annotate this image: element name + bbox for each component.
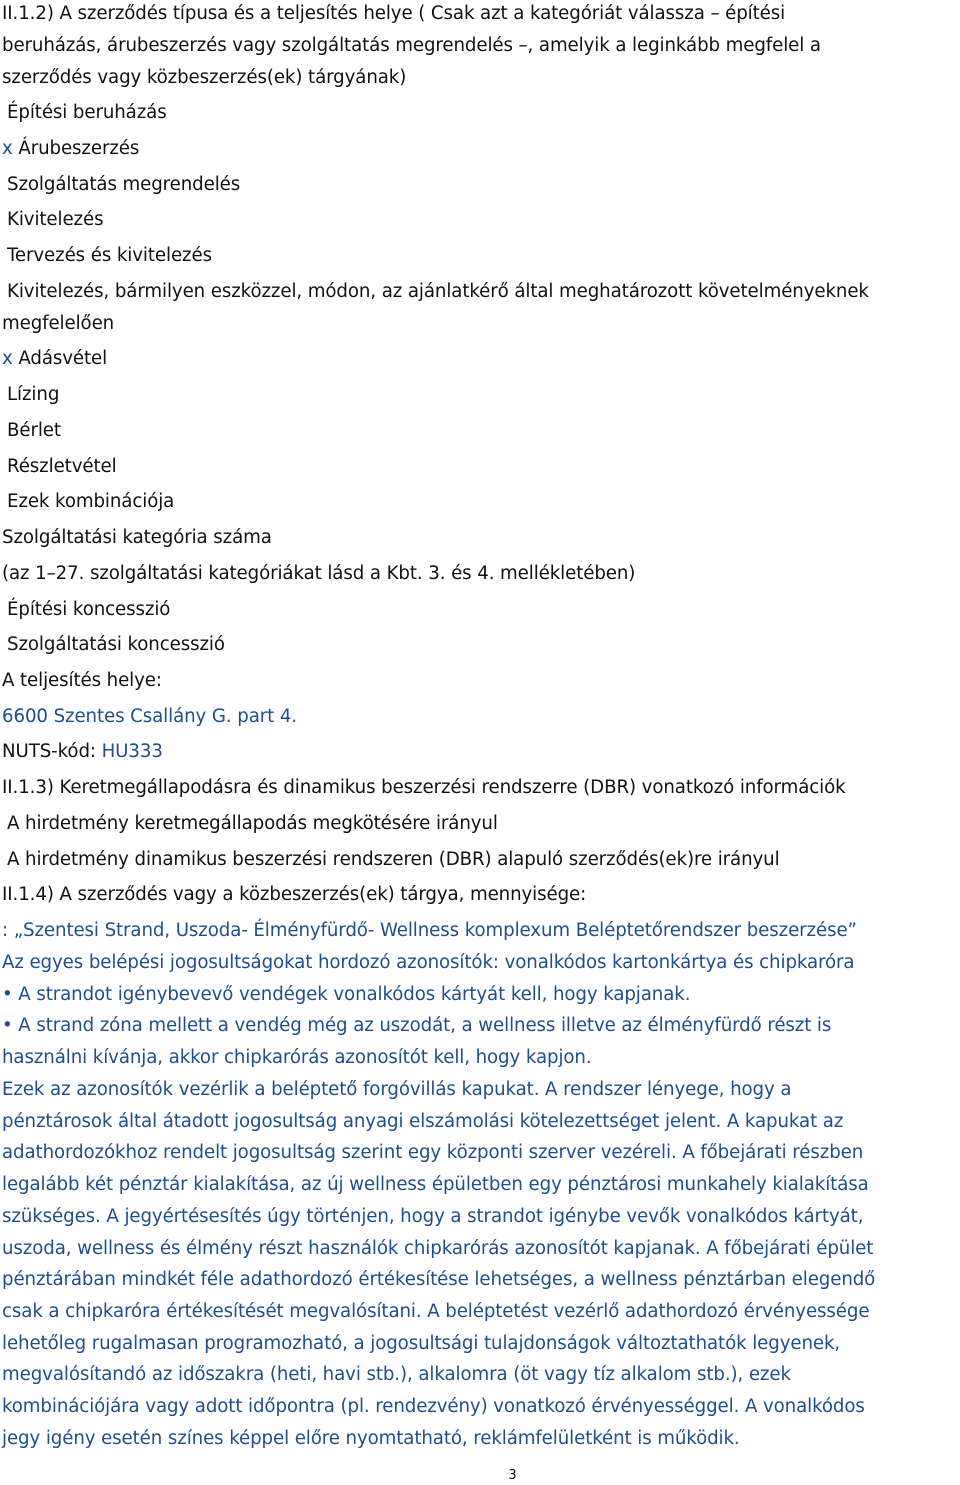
option-lizing: Lízing [7, 384, 60, 405]
body-line: uszoda, wellness és élmény részt használók chipkarórás azonosítót kapjanak. A főbejárati épület [2, 1238, 874, 1259]
place-of-performance-label: A teljesítés helye: [2, 670, 162, 691]
section-heading-ii-1-2-cont: szerződés vagy közbeszerzés(ek) tárgyának) [2, 67, 407, 88]
selected-mark: x [2, 348, 13, 369]
section-heading-ii-1-2-cont: beruházás, árubeszerzés vagy szolgáltatás megrendelés –, amelyik a leginkább megfelel a [2, 35, 821, 56]
option-label: Adásvétel [12, 348, 108, 369]
option-label: Árubeszerzés [12, 138, 140, 159]
body-line: szükséges. A jegyértésesítés úgy történjen, hogy a strandot igénybe vevők vonalkódos kártyát, [2, 1206, 864, 1227]
page-number: 3 [508, 1468, 517, 1483]
selected-mark: x [2, 138, 13, 159]
body-line: pénztárosok által átadott jogosultság anyagi elszámolási kötelezettséget jelent. A kapukat az [2, 1111, 844, 1132]
option-arubeszerzes [2, 138, 139, 160]
option-epitesi-koncesszio: Építési koncesszió [7, 599, 171, 620]
option-kombinacio: Ezek kombinációja [7, 491, 175, 512]
bullet-item: • A strandot igénybevevő vendégek vonalkódos kártyát kell, hogy kapjanak. [2, 984, 691, 1005]
option-kivitelezes-barmilyen: Kivitelezés, bármilyen eszközzel, módon, az ajánlatkérő által meghatározott követelményeknek [7, 281, 869, 302]
option-kivitelezes-barmilyen-cont: megfelelően [2, 313, 115, 334]
body-line: legalább két pénztár kialakítása, az új wellness épületben egy pénztárosi munkahely kialakítása [2, 1174, 869, 1195]
service-category-label: Szolgáltatási kategória száma [2, 527, 272, 548]
service-category-note: (az 1–27. szolgáltatási kategóriákat lásd a Kbt. 3. és 4. mellékletében) [2, 563, 636, 584]
option-adasvetel [2, 348, 107, 370]
body-line: Az egyes belépési jogosultságokat hordozó azonosítók: vonalkódos kartonkártya és chipkaróra [2, 952, 855, 973]
body-line: csak a chipkaróra értékesítését megvalósítani. A beléptetést vezérlő adathordozó érvényessége [2, 1301, 870, 1322]
nuts-code [2, 741, 163, 763]
body-line: lehetőleg rugalmasan programozható, a jogosultsági tulajdonságok változtathatók legyenek, [2, 1333, 841, 1354]
body-line: Ezek az azonosítók vezérlik a beléptető forgóvillás kapukat. A rendszer lényege, hogy a [2, 1079, 792, 1100]
nuts-value: HU333 [101, 741, 163, 762]
bullet-item: • A strand zóna mellett a vendég még az uszodát, a wellness illetve az élményfürdő részt is [2, 1015, 832, 1036]
body-line: megvalósítandó az időszakra (heti, havi stb.), alkalomra (öt vagy tíz alkalom stb.), ezek [2, 1364, 791, 1385]
option-szolgaltatasi-koncesszio: Szolgáltatási koncesszió [7, 634, 225, 655]
option-tervezes-es-kivitelezes: Tervezés és kivitelezés [7, 245, 212, 266]
option-szolgaltatas-megrendeles: Szolgáltatás megrendelés [7, 174, 241, 195]
body-line: pénztárában mindkét féle adathordozó értékesítése lehetséges, a wellness pénztárban elegendő [2, 1269, 876, 1290]
body-line: kombinációjára vagy adott időpontra (pl. rendezvény) vonatkozó érvényességgel. A vonalkódos [2, 1396, 865, 1417]
section-heading-ii-1-3: II.1.3) Keretmegállapodásra és dinamikus beszerzési rendszerre (DBR) vonatkozó információk [2, 777, 846, 798]
option-berlet: Bérlet [7, 420, 61, 441]
option-keretmegallapodas: A hirdetmény keretmegállapodás megkötésére irányul [7, 813, 498, 834]
body-line: : „Szentesi Strand, Uszoda- Élményfürdő- Wellness komplexum Beléptetőrendszer beszerzése” [2, 920, 857, 941]
option-dbr: A hirdetmény dinamikus beszerzési rendszeren (DBR) alapuló szerződés(ek)re irányul [7, 849, 780, 870]
option-reszletvetel: Részletvétel [7, 456, 117, 477]
option-kivitelezes: Kivitelezés [7, 209, 104, 230]
body-line: használni kívánja, akkor chipkarórás azonosítót kell, hogy kapjon. [2, 1047, 592, 1068]
section-heading-ii-1-2: II.1.2) A szerződés típusa és a teljesítés helye ( Csak azt a kategóriát válassza – építési [2, 3, 786, 24]
section-heading-ii-1-4: II.1.4) A szerződés vagy a közbeszerzés(ek) tárgya, mennyisége: [2, 884, 587, 905]
nuts-label: NUTS-kód: [2, 741, 102, 762]
option-epitesi-beruhazas: Építési beruházás [7, 102, 167, 123]
place-of-performance-value: 6600 Szentes Csallány G. part 4. [2, 706, 297, 727]
body-line: jegy igény esetén színes képpel előre nyomtatható, reklámfelületként is működik. [2, 1428, 740, 1449]
body-line: adathordozókhoz rendelt jogosultság szerint egy központi szerver vezéreli. A főbejárati részben [2, 1142, 864, 1163]
